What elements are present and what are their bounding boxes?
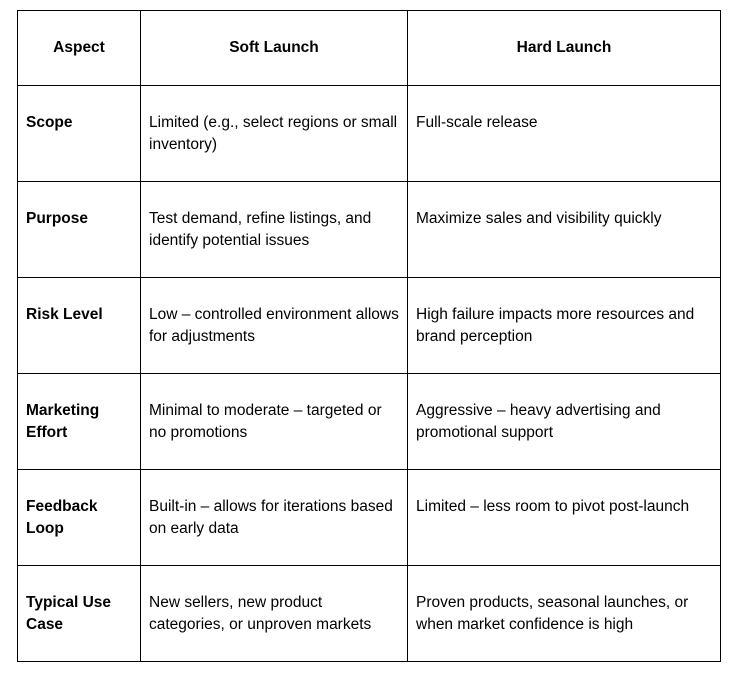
table-header [18, 11, 721, 86]
header-aspect: Aspect [18, 11, 141, 86]
soft-launch-cell: Built-in – allows for iterations based on early data [141, 470, 408, 566]
row-aspect-cell: Marketing Effort [18, 374, 141, 470]
table-row [18, 566, 721, 662]
table-row [18, 374, 721, 470]
hard-launch-cell: Aggressive – heavy advertising and promotional support [408, 374, 721, 470]
row-aspect-cell: Typical Use Case [18, 566, 141, 662]
soft-launch-cell: Minimal to moderate – targeted or no promotions [141, 374, 408, 470]
table-row [18, 278, 721, 374]
comparison-table [17, 10, 721, 662]
header-row [18, 11, 721, 86]
soft-launch-cell: Low – controlled environment allows for adjustments [141, 278, 408, 374]
row-aspect-cell: Feedback Loop [18, 470, 141, 566]
hard-launch-cell: Full-scale release [408, 86, 721, 182]
row-aspect-cell: Purpose [18, 182, 141, 278]
hard-launch-cell: Limited – less room to pivot post-launch [408, 470, 721, 566]
table-body [18, 86, 721, 662]
hard-launch-cell: Maximize sales and visibility quickly [408, 182, 721, 278]
soft-launch-cell: New sellers, new product categories, or unproven markets [141, 566, 408, 662]
table-row [18, 182, 721, 278]
table-row [18, 86, 721, 182]
row-aspect-cell: Risk Level [18, 278, 141, 374]
table-row [18, 470, 721, 566]
soft-launch-cell: Test demand, refine listings, and identify potential issues [141, 182, 408, 278]
hard-launch-cell: High failure impacts more resources and brand perception [408, 278, 721, 374]
hard-launch-cell: Proven products, seasonal launches, or when market confidence is high [408, 566, 721, 662]
row-aspect-cell: Scope [18, 86, 141, 182]
header-soft-launch: Soft Launch [141, 11, 408, 86]
soft-launch-cell: Limited (e.g., select regions or small inventory) [141, 86, 408, 182]
header-hard-launch: Hard Launch [408, 11, 721, 86]
